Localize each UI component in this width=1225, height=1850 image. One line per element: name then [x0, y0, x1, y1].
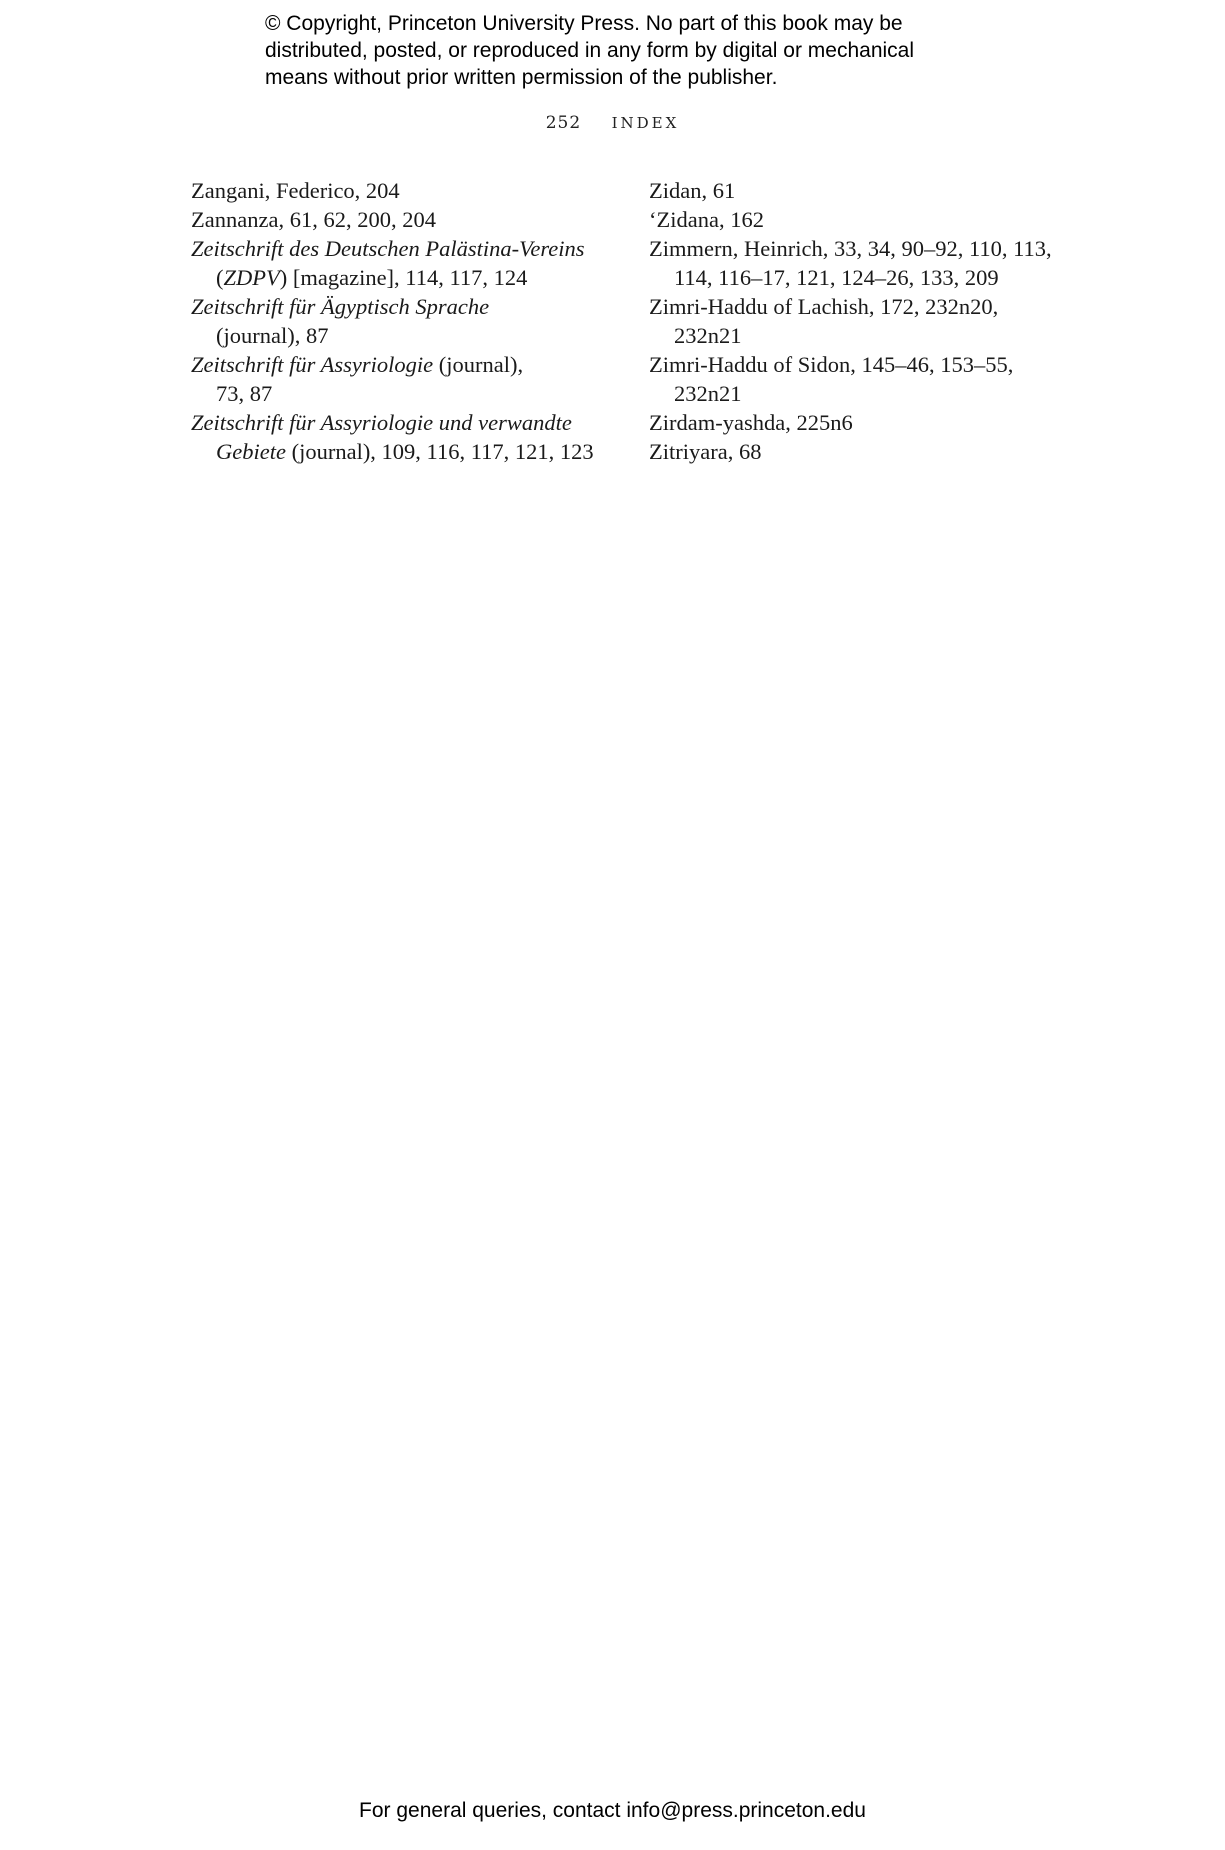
copyright-line: means without prior written permission of the publisher.: [265, 66, 778, 89]
index-entry: Zangani, Federico, 204: [191, 178, 400, 203]
running-head: [0, 113, 1225, 133]
entry-text: (journal), 109, 116, 117, 121, 123: [285, 439, 594, 464]
index-entry-continuation: 232n21: [674, 323, 742, 348]
index-entry: Zitriyara, 68: [649, 439, 762, 464]
entry-title-italic: Zeitschrift für Assyriologie: [191, 352, 434, 377]
index-entry: ‘Zidana, 162: [649, 207, 764, 232]
index-entry-continuation: (journal), 87: [216, 323, 329, 348]
index-entry-continuation: 114, 116–17, 121, 124–26, 133, 209: [674, 265, 999, 290]
index-entry: Zirdam-yashda, 225n6: [649, 410, 853, 435]
index-entry: Zimmern, Heinrich, 33, 34, 90–92, 110, 113,: [649, 236, 1052, 261]
copyright-line: distributed, posted, or reproduced in any form by digital or mechanical: [265, 39, 915, 62]
entry-text: (journal),: [433, 352, 524, 377]
entry-text: ) [magazine], 114, 117, 124: [279, 265, 528, 290]
entry-title-italic: ZDPV: [223, 265, 280, 290]
index-column-right: [649, 176, 1069, 466]
index-entry-continuation: [191, 263, 611, 292]
entry-title-italic: Gebiete: [216, 439, 286, 464]
index-entry: Zimri-Haddu of Lachish, 172, 232n20,: [649, 294, 999, 319]
index-entry: [191, 292, 611, 321]
footer-contact: For general queries, contact info@press.princeton.edu: [359, 1799, 866, 1822]
entry-text: (: [216, 265, 224, 290]
index-entry: [191, 408, 611, 437]
index-entry: [191, 234, 611, 263]
index-entry: Zannanza, 61, 62, 200, 204: [191, 207, 436, 232]
index-column-left: [191, 176, 611, 466]
index-entry: Zidan, 61: [649, 178, 736, 203]
index-entry-continuation: 232n21: [674, 381, 742, 406]
index-entry: Zimri-Haddu of Sidon, 145–46, 153–55,: [649, 352, 1014, 377]
entry-title-italic: Zeitschrift für Ägyptisch Sprache: [191, 294, 490, 319]
copyright-line: © Copyright, Princeton University Press. No part of this book may be: [265, 12, 903, 35]
index-entry-continuation: [191, 437, 611, 466]
copyright-notice: [265, 10, 1025, 91]
entry-title-italic: Zeitschrift für Assyriologie und verwandte: [191, 410, 572, 435]
running-head-title: INDEX: [611, 114, 680, 132]
entry-title-italic: Zeitschrift des Deutschen Palästina-Vereins: [191, 236, 585, 261]
page-number: 252: [545, 113, 582, 133]
index-entry-continuation: 73, 87: [216, 381, 273, 406]
index-entry: [191, 350, 611, 379]
